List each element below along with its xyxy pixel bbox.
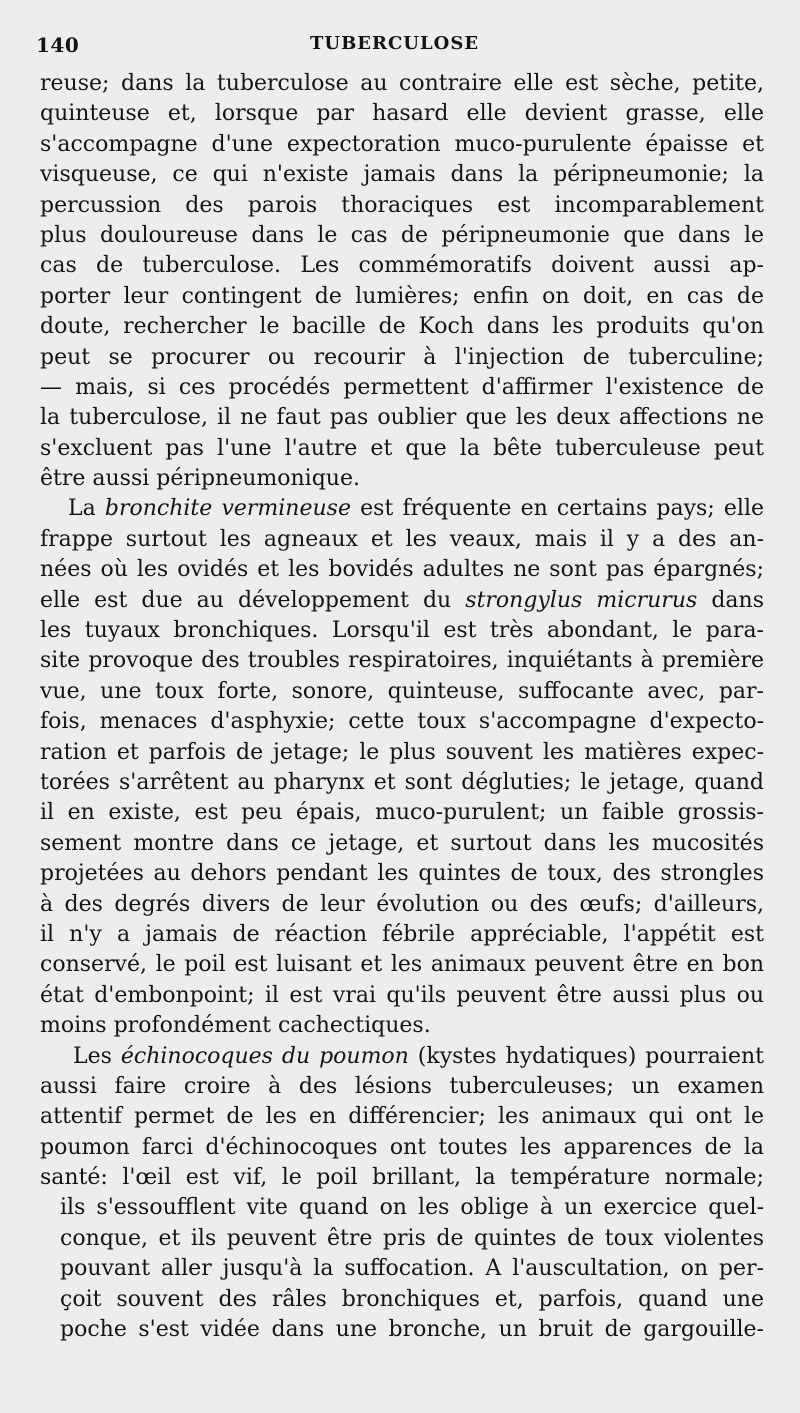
paragraph-2 <box>40 494 764 1041</box>
text-line: il n'y a jamais de réaction fébrile appréciable, l'appétit est <box>40 921 764 947</box>
text-line: reuse; dans la tuberculose au contraire elle est sèche, petite, <box>40 71 764 96</box>
text-line: aussi faire croire à des lésions tuberculeuses; un examen <box>40 1073 764 1099</box>
text-run: elle est due au développement du <box>40 587 466 613</box>
text-line: s'accompagne d'une expectoration muco-purulente épaisse et <box>40 131 764 157</box>
text-line: — mais, si ces procédés permettent d'affirmer l'existence de <box>40 374 764 400</box>
text-line: poumon farci d'échinocoques ont toutes les apparences de la <box>40 1134 764 1160</box>
italic-term: échinocoques du poumon <box>120 1043 409 1069</box>
running-header <box>32 33 772 63</box>
text-line: être aussi péripneumonique. <box>40 466 360 492</box>
body-text <box>40 69 764 1345</box>
text-line: poche s'est vidée dans une bronche, un bruit de gargouille- <box>60 1317 764 1343</box>
text-line: il en existe, est peu épais, muco-purulent; un faible grossis- <box>40 800 764 826</box>
text-line: ils s'essoufflent vite quand on les oblige à un exercice quel- <box>60 1195 764 1221</box>
text-line: torées s'arrêtent au pharynx et sont dégluties; le jetage, quand <box>40 769 764 795</box>
text-line: s'excluent pas l'une l'autre et que la bête tuberculeuse peut <box>40 435 764 461</box>
text-line: peut se procurer ou recourir à l'injection de tuberculine; <box>40 344 764 370</box>
text-line: santé: l'œil est vif, le poil brillant, la température normale; <box>40 1165 764 1191</box>
text-line: plus douloureuse dans le cas de péripneumonie que dans le <box>40 222 764 248</box>
running-title: TUBERCULOSE <box>310 33 480 54</box>
paragraph-1 <box>40 69 764 494</box>
text-line: çoit souvent des râles bronchiques et, parfois, quand une <box>60 1286 764 1312</box>
text-line: percussion des parois thoraciques est incomparablement <box>40 192 764 218</box>
text-line: conservé, le poil est luisant et les animaux peuvent être en bon <box>40 952 764 978</box>
text-line: vue, une toux forte, sonore, quinteuse, suffocante avec, par- <box>40 678 764 704</box>
text-line: fois, menaces d'asphyxie; cette toux s'accompagne d'expecto- <box>40 709 764 735</box>
text-run: (kystes hydatiques) pourraient <box>408 1043 764 1069</box>
text-line: sement montre dans ce jetage, et surtout dans les mucosités <box>40 830 764 856</box>
text-line: nées où les ovidés et les bovidés adultes ne sont pas épargnés; <box>40 557 764 583</box>
text-line: pouvant aller jusqu'à la suffocation. A l'auscultation, on per- <box>60 1256 764 1282</box>
text-line: frappe surtout les agneaux et les veaux, mais il y a des an- <box>40 526 764 552</box>
text-line <box>40 494 764 524</box>
text-line: doute, rechercher le bacille de Koch dans les produits qu'on <box>40 314 764 340</box>
text-line: cas de tuberculose. Les commémoratifs doivent aussi ap- <box>40 253 764 279</box>
text-line: état d'embonpoint; il est vrai qu'ils peuvent être aussi plus ou <box>40 982 764 1008</box>
italic-term: strongylus micrurus <box>465 587 698 613</box>
text-line: conque, et ils peuvent être pris de quintes de toux violentes <box>60 1225 764 1251</box>
text-line: attentif permet de les en différencier; les animaux qui ont le <box>40 1104 764 1130</box>
paragraph-3 <box>40 1042 764 1346</box>
text-line: visqueuse, ce qui n'existe jamais dans la péripneumonie; la <box>40 162 764 188</box>
text-run: dans <box>697 587 764 613</box>
text-line <box>40 1042 764 1072</box>
text-line: site provoque des troubles respiratoires, inquiétants à première <box>40 648 764 674</box>
text-line: porter leur contingent de lumières; enfin on doit, en cas de <box>40 283 764 309</box>
text-line: quinteuse et, lorsque par hasard elle devient grasse, elle <box>40 101 764 127</box>
text-run: Les <box>73 1043 121 1069</box>
text-line: à des degrés divers de leur évolution ou des œufs; d'ailleurs, <box>40 891 764 917</box>
text-line: projetées au dehors pendant les quintes de toux, des strongles <box>40 861 764 887</box>
text-line: la tuberculose, il ne faut pas oublier que les deux affections ne <box>40 405 764 431</box>
italic-term: bronchite vermineuse <box>104 496 351 522</box>
text-line: moins profondément cachectiques. <box>40 1013 431 1039</box>
page-number: 140 <box>36 33 80 57</box>
text-line: les tuyaux bronchiques. Lorsqu'il est très abondant, le para- <box>40 618 764 644</box>
text-run: est fréquente en certains pays; elle <box>350 496 764 522</box>
text-run: La <box>68 496 105 522</box>
text-line <box>40 586 764 616</box>
text-line: ration et parfois de jetage; le plus souvent les matières expec- <box>40 739 764 765</box>
